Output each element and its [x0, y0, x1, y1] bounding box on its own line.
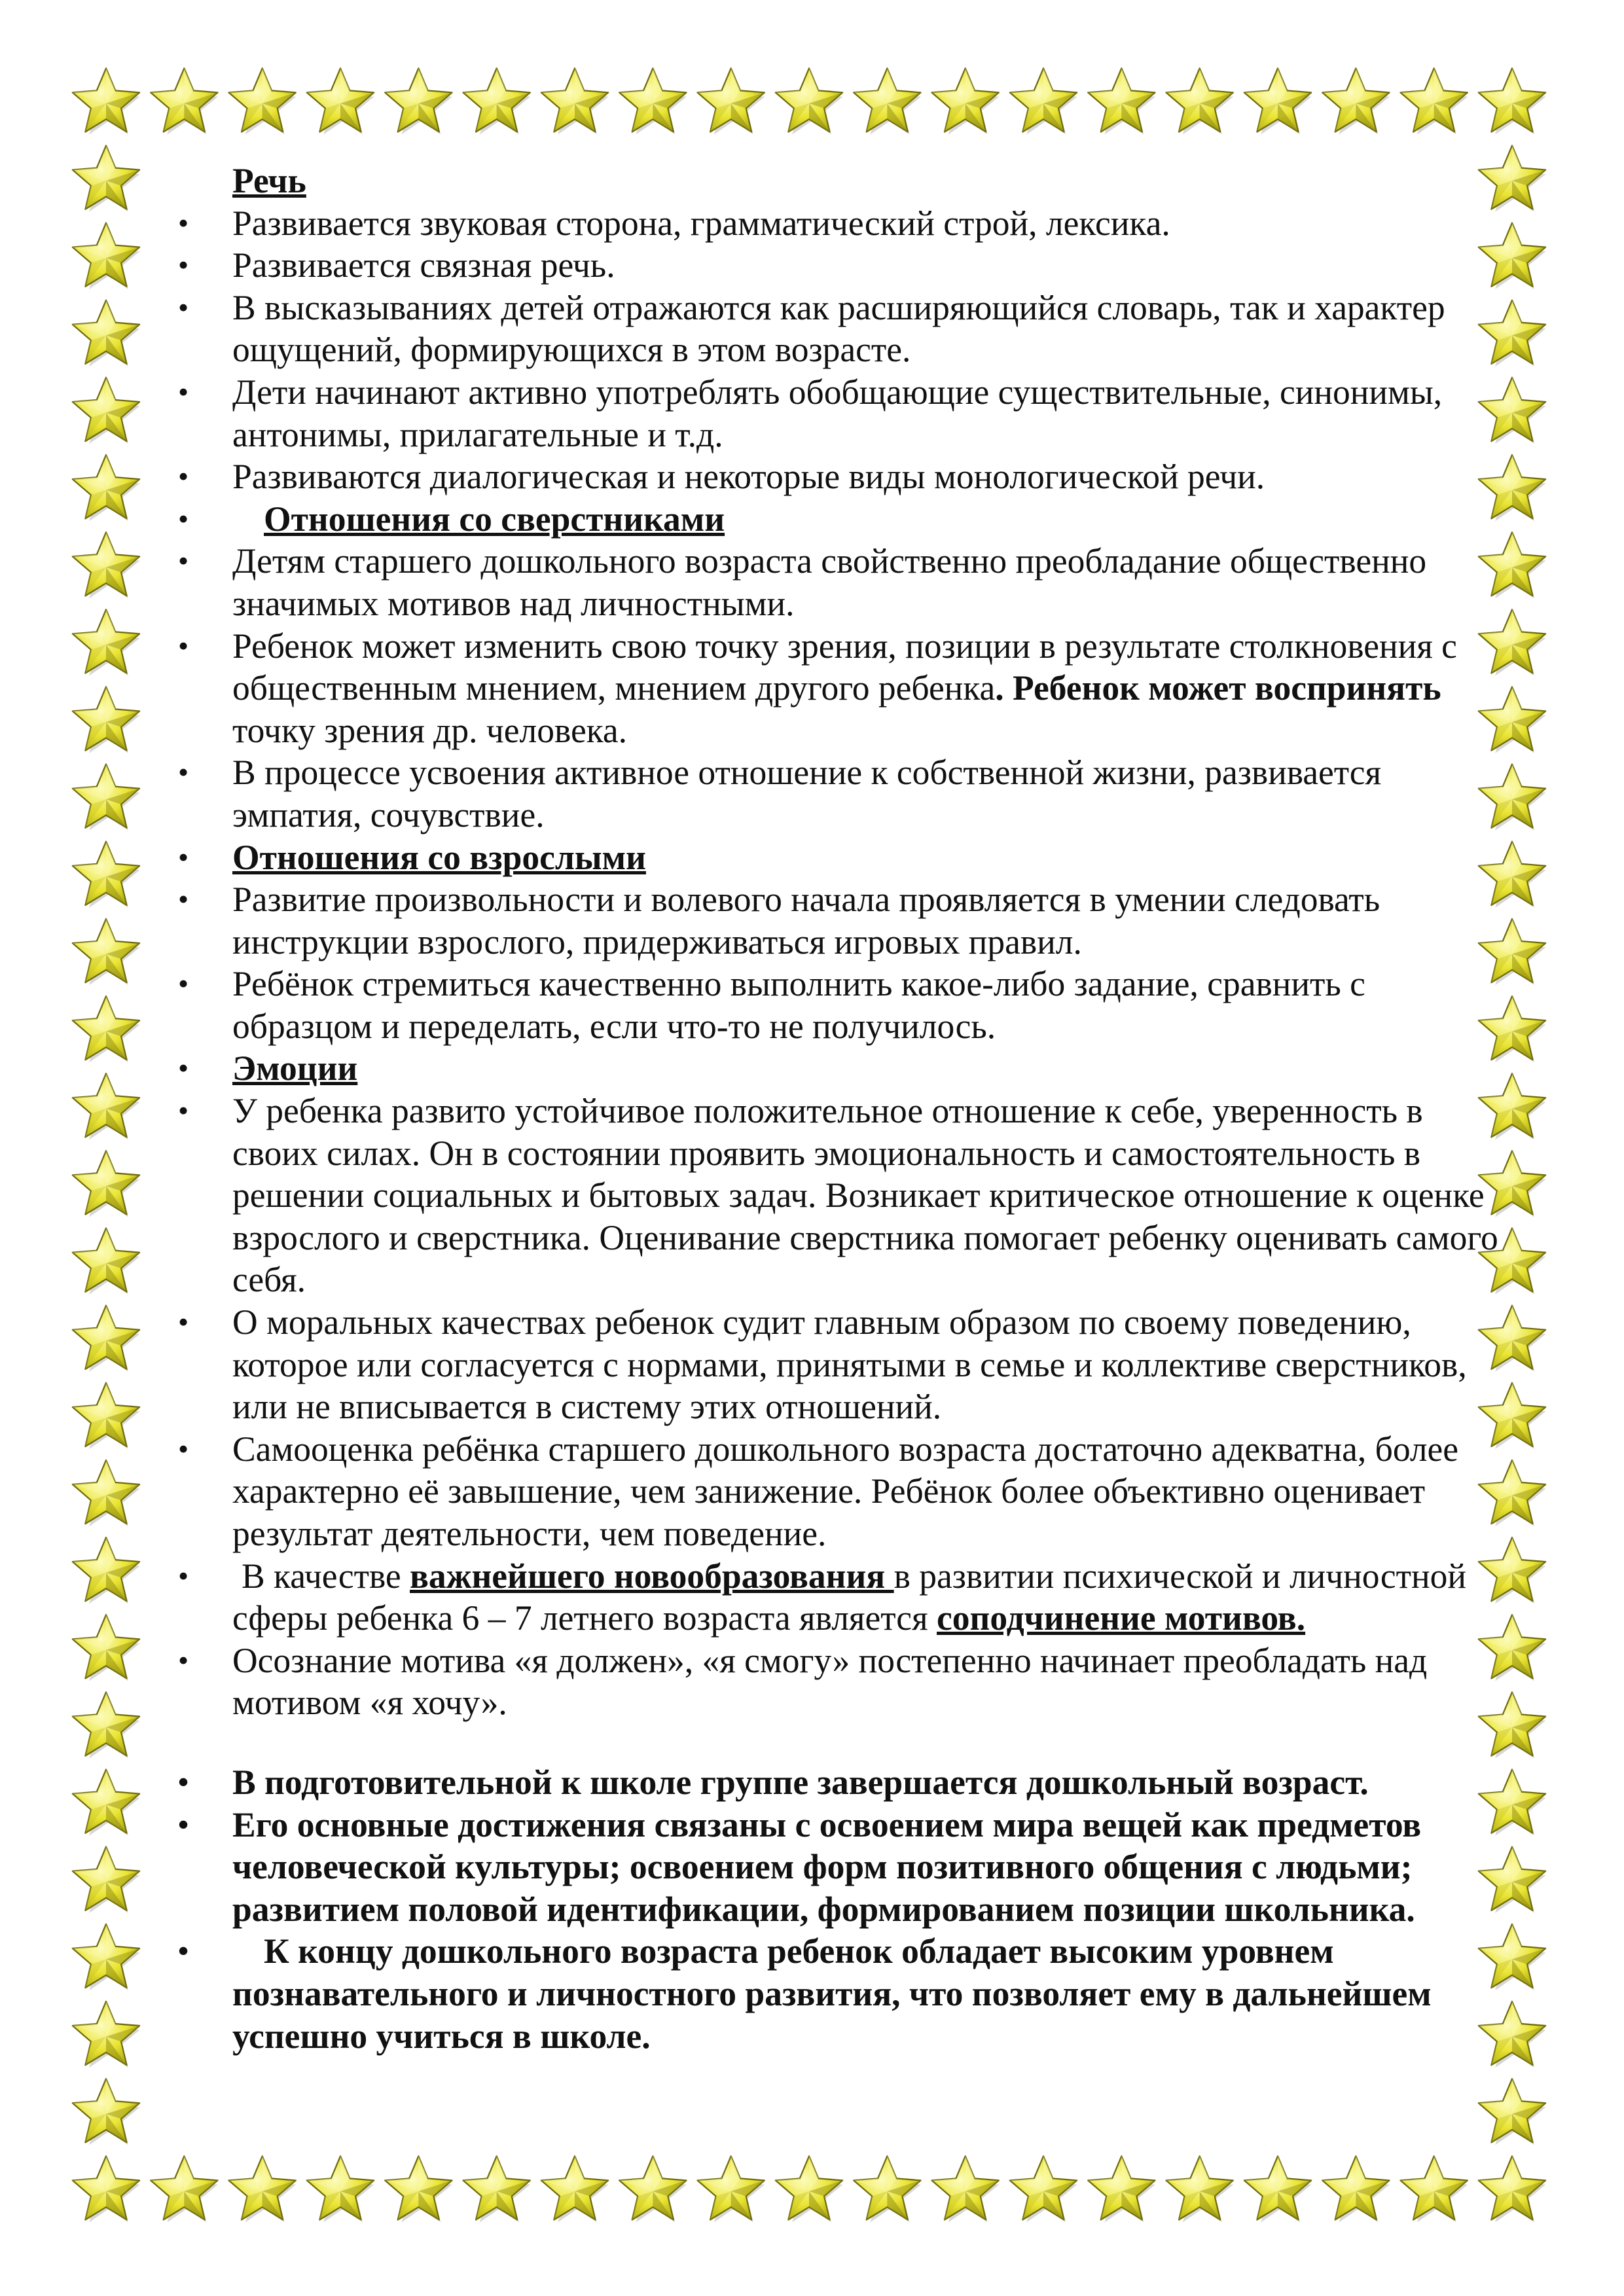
text: В качестве — [242, 1556, 410, 1596]
list-item: • Детям старшего дошкольного возраста свойственно преобладание общественно значимых мотивов над личностными. — [177, 540, 1506, 624]
star-icon — [1322, 68, 1390, 134]
star-icon — [307, 2156, 374, 2222]
star-icon — [73, 1151, 140, 1217]
star-icon — [229, 2156, 297, 2222]
bold-underlined-text: соподчинение мотивов. — [937, 1598, 1306, 1638]
star-icon — [1010, 68, 1077, 134]
star-icon — [151, 68, 218, 134]
star-icon — [73, 1770, 140, 1836]
star-icon — [73, 1306, 140, 1372]
bold-underlined-text: важнейшего новообразования — [410, 1556, 894, 1596]
star-icon — [1010, 2156, 1077, 2222]
bold-text: К концу дошкольного возраста ребенок обладает высоким уровнем познавательного и личностного развития, что позволяет ему в дальнейшем успешно учиться в школе. — [232, 1931, 1432, 2056]
star-icon — [854, 68, 921, 134]
star-icon — [776, 68, 843, 134]
star-icon — [541, 68, 609, 134]
list-item — [177, 625, 1506, 752]
star-icon — [73, 378, 140, 444]
star-icon — [1088, 68, 1155, 134]
star-icon — [73, 2001, 140, 2068]
text: в развитии психической и личностной сферы ребенка 6 – 7 летнего возраста является — [232, 1556, 1467, 1638]
star-icon — [73, 919, 140, 985]
star-icon — [1244, 68, 1312, 134]
star-icon — [385, 2156, 452, 2222]
star-icon — [619, 2156, 687, 2222]
star-icon — [73, 223, 140, 289]
star-icon — [73, 1228, 140, 1294]
list-item: • У ребенка развито устойчивое положительное отношение к себе, уверенность в своих силах. Он в состоянии проявить эмоциональность и самостоятельность в решении социальных и бытовых задач. Возникает критическое отношение к оценке взрослого и сверстника. Оценивание сверстника помогает ребенку оценивать самого себя. — [177, 1090, 1506, 1301]
star-icon — [1166, 68, 1234, 134]
star-icon — [151, 2156, 218, 2222]
list-item — [177, 1555, 1506, 1640]
star-icon — [73, 1692, 140, 1758]
star-icon — [1401, 68, 1468, 134]
star-icon — [854, 2156, 921, 2222]
speech-list — [177, 202, 1506, 1724]
heading-text: Отношения со взрослыми — [232, 837, 646, 877]
star-icon — [1088, 2156, 1155, 2222]
star-icon — [73, 842, 140, 908]
section-heading-speech: Речь — [232, 161, 306, 200]
star-icon — [73, 687, 140, 753]
star-icon — [541, 2156, 609, 2222]
heading-text: Эмоции — [232, 1049, 358, 1088]
document-body — [177, 160, 1506, 2057]
star-icon — [1244, 2156, 1312, 2222]
star-icon — [1401, 2156, 1468, 2222]
text: точку зрения др. человека. — [232, 710, 627, 750]
list-item: • О моральных качествах ребенок судит главным образом по своему поведению, которое или согласуется с нормами, принятыми в семье и коллективе сверстников, или не вписывается в систему этих отношений. — [177, 1301, 1506, 1428]
list-item: • Осознание мотива «я должен», «я смогу» постепенно начинает преобладать над мотивом «я хочу». — [177, 1640, 1506, 1724]
star-icon — [463, 68, 531, 134]
star-icon — [619, 68, 687, 134]
list-item: • Его основные достижения связаны с освоением мира вещей как предметов человеческой культуры; освоением форм позитивного общения с людьми; развитием половой идентификации, формированием позиции школьника. — [177, 1804, 1506, 1931]
star-icon — [1479, 68, 1546, 134]
list-item: • Развивается связная речь. — [177, 244, 1506, 287]
star-icon — [1479, 2079, 1546, 2145]
star-icon — [73, 68, 140, 134]
conclusion-list — [177, 1761, 1506, 2057]
list-item: • В подготовительной к школе группе завершается дошкольный возраст. — [177, 1761, 1506, 1804]
star-icon — [463, 2156, 531, 2222]
star-icon — [73, 1537, 140, 1604]
star-icon — [385, 68, 452, 134]
star-icon — [73, 1460, 140, 1526]
star-icon — [776, 2156, 843, 2222]
star-icon — [73, 532, 140, 598]
star-icon — [932, 68, 1000, 134]
star-icon — [73, 1383, 140, 1449]
star-icon — [73, 1847, 140, 1913]
star-icon — [73, 455, 140, 521]
star-icon — [73, 1615, 140, 1681]
star-icon — [73, 764, 140, 831]
list-item: • Развивается звуковая сторона, грамматический строй, лексика. — [177, 202, 1506, 245]
bold-text: . Ребенок может воспринять — [995, 668, 1441, 708]
list-item: • В процессе усвоения активное отношение к собственной жизни, развивается эмпатия, сочувствие. — [177, 751, 1506, 836]
star-icon — [73, 2079, 140, 2145]
star-icon — [73, 1924, 140, 1990]
star-icon — [307, 68, 374, 134]
section-heading-adults — [177, 836, 1506, 879]
star-icon — [73, 300, 140, 367]
list-item: • Ребёнок стремиться качественно выполнить какое-либо задание, сравнить с образцом и переделать, если что-то не получилось. — [177, 963, 1506, 1047]
star-icon — [1322, 2156, 1390, 2222]
list-item: • Развиваются диалогическая и некоторые виды монологической речи. — [177, 456, 1506, 498]
list-item: • Самооценка ребёнка старшего дошкольного возраста достаточно адекватна, более характерно её завышение, чем занижение. Ребёнок более объективно оценивает результат деятельности, чем поведение. — [177, 1428, 1506, 1555]
section-heading-peers — [177, 498, 1506, 541]
list-item: • Развитие произвольности и волевого начала проявляется в умении следовать инструкции взрослого, придерживаться игровых правил. — [177, 878, 1506, 963]
list-item: • Дети начинают активно употреблять обобщающие существительные, синонимы, антонимы, прилагательные и т.д. — [177, 371, 1506, 456]
star-icon — [73, 609, 140, 675]
star-icon — [73, 2156, 140, 2222]
list-item: • В высказываниях детей отражаются как расширяющийся словарь, так и характер ощущений, формирующихся в этом возрасте. — [177, 287, 1506, 371]
star-icon — [73, 996, 140, 1062]
heading-text: Отношения со сверстниками — [264, 499, 725, 539]
list-item — [177, 1930, 1506, 2057]
star-icon — [698, 68, 765, 134]
star-icon — [73, 145, 140, 211]
text: Ребенок может изменить свою точку зрения, позиции в результате столкновения с общественным мнением, мнением другого ребенка — [232, 626, 1457, 708]
star-icon — [1166, 2156, 1234, 2222]
star-icon — [932, 2156, 1000, 2222]
section-heading-emotions — [177, 1047, 1506, 1090]
star-icon — [1479, 2156, 1546, 2222]
star-icon — [73, 1073, 140, 1139]
star-icon — [229, 68, 297, 134]
star-icon — [698, 2156, 765, 2222]
